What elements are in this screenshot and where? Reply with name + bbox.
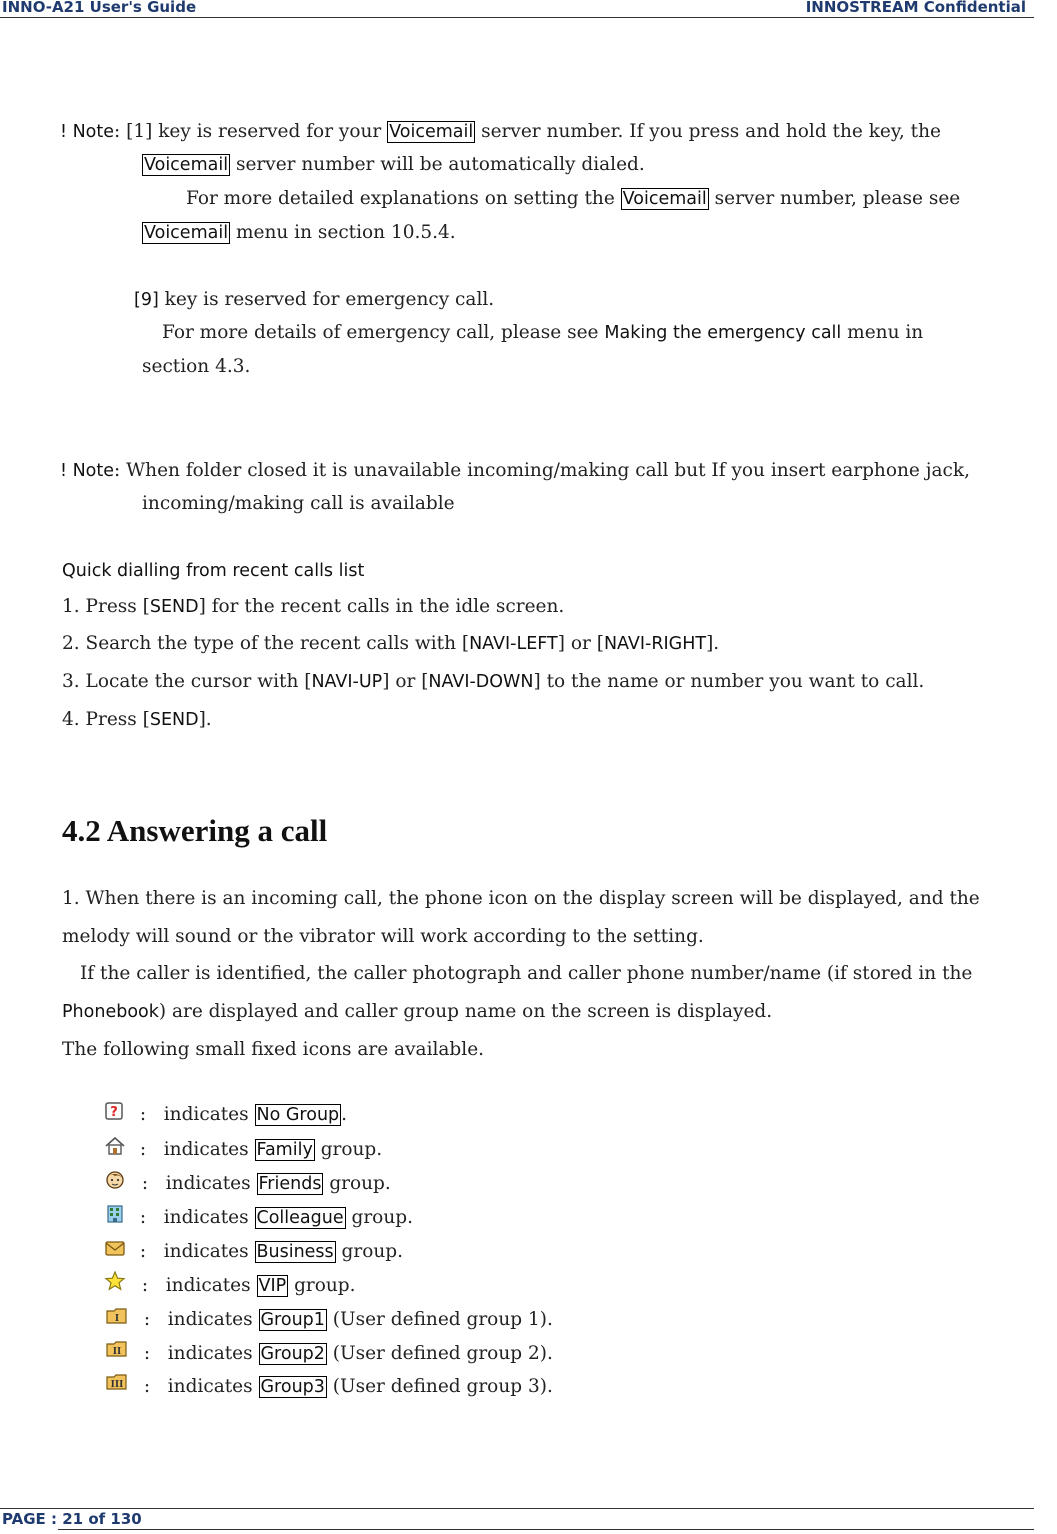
folder-1-icon [106,1306,128,1326]
quick-step-2: 2. Search the type of the recent calls with [NAVI-LEFT] or [NAVI-RIGHT]. [62,633,720,654]
group-name: Family [256,1140,313,1160]
group-name: Friends [258,1174,322,1194]
confidential-label: INNOSTREAM Confidential [805,0,1026,16]
group-name: No Group [256,1105,340,1125]
footer-underline [58,1529,1034,1530]
section-para-5: The following small fixed icons are available. [62,1039,485,1060]
quick-step-4: 4. Press [SEND]. [62,709,212,730]
star-icon [104,1271,126,1291]
voicemail-term: Voicemail [144,155,229,175]
page-header [0,0,1034,18]
group-name: Group3 [260,1377,325,1397]
group-name: VIP [258,1276,287,1296]
group-name: Group1 [260,1310,325,1330]
note1-line7: section 4.3. [142,356,251,377]
quick-step-1: 1. Press [SEND] for the recent calls in the idle screen. [62,596,565,617]
note2-line1: ! Note: When folder closed it is unavailable incoming/making call but If you insert earphone jack, [60,460,970,481]
group-row: : indicates Family group. [134,1139,383,1160]
group-row: : indicates Group1 (User defined group 1). [138,1309,553,1330]
note2-line2: incoming/making call is available [142,493,455,514]
svg-text:II: II [112,1347,122,1357]
note-label: ! Note [60,461,115,481]
group-name: Group2 [260,1344,325,1364]
group-row: : indicates Group3 (User defined group 3). [138,1376,553,1397]
svg-text:?: ? [110,1105,118,1120]
emergency-call-link: Making the emergency call [604,323,842,343]
section-para-3: If the caller is identified, the caller photograph and caller phone number/name (if stored in the [80,963,973,984]
group-row: : indicates No Group . [134,1104,348,1125]
section-para-2: melody will sound or the vibrator will work according to the setting. [62,926,704,947]
question-icon [104,1102,126,1122]
group-row: : indicates Business group. [134,1241,404,1262]
note1-line4: Voicemail menu in section 10.5.4. [144,222,456,243]
phonebook-term: Phonebook [62,1002,159,1022]
svg-text:I: I [114,1314,120,1324]
group-name: Business [256,1242,334,1262]
folder-3-icon [106,1372,128,1392]
house-icon [104,1136,126,1156]
section-heading: 4.2 Answering a call [62,813,328,848]
voicemail-term: Voicemail [144,223,229,243]
group-row: : indicates Friends group. [136,1173,391,1194]
group-row: : indicates VIP group. [136,1275,356,1296]
voicemail-term: Voicemail [389,122,474,142]
note1-line3: For more detailed explanations on setting the Voicemail server number, please see [186,188,961,209]
voicemail-term: Voicemail [622,189,707,209]
note1-line1: ! Note: [1] key is reserved for your Voicemail server number. If you press and hold the key, the [60,121,941,142]
note1-line2: Voicemail server number will be automatically dialed. [144,154,645,175]
note1-line5: [9] key is reserved for emergency call. [134,289,495,310]
group-row: : indicates Colleague group. [134,1207,413,1228]
group-row: : indicates Group2 (User defined group 2). [138,1343,553,1364]
face-icon [104,1170,126,1190]
document-title: INNO-A21 User's Guide [2,0,197,16]
note1-line6: For more details of emergency call, please see Making the emergency call menu in [162,322,924,343]
group-name: Colleague [256,1208,344,1228]
section-para-4: Phonebook) are displayed and caller group name on the screen is displayed. [62,1001,773,1022]
footer-divider [0,1508,1034,1509]
quick-dial-heading: Quick dialling from recent calls list [62,561,365,581]
page-number: PAGE : 21 of 130 [2,1510,142,1528]
quick-step-3: 3. Locate the cursor with [NAVI-UP] or [NAVI-DOWN] to the name or number you want to call. [62,671,925,692]
folder-2-icon [106,1339,128,1359]
note-label: ! Note [60,122,115,142]
envelope-icon [104,1238,126,1258]
section-para-1: 1. When there is an incoming call, the phone icon on the display screen will be displayed, and the [62,888,980,909]
building-icon [104,1204,126,1224]
svg-text:III: III [110,1380,124,1390]
